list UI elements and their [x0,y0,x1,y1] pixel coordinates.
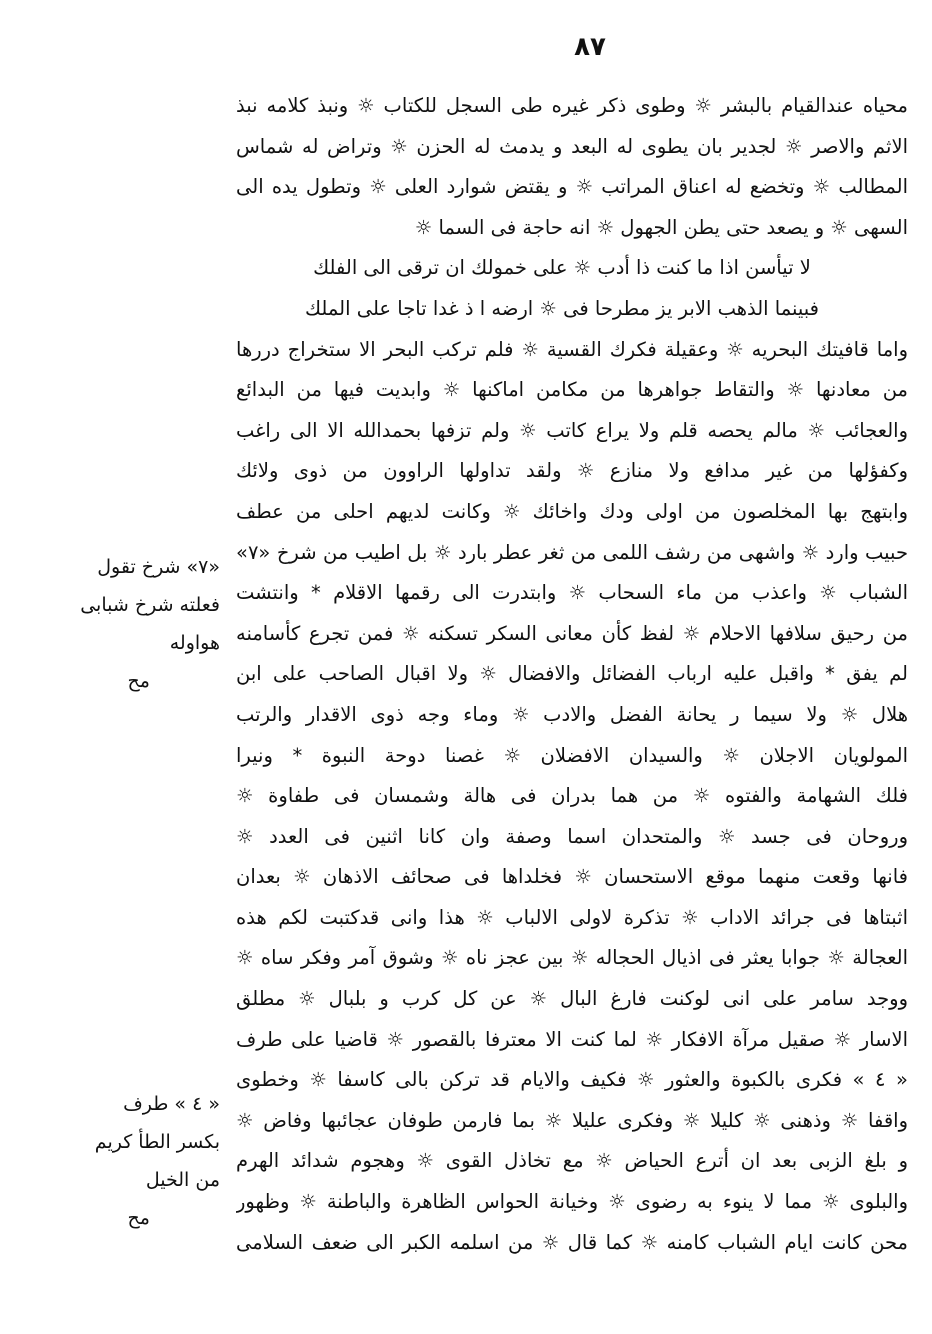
text-line: من معادنها ☼ والتقاط جواهرها من مكامن اماكنها ☼ وابديت فيها من البدائع [236,378,908,402]
margin-note-tarf [40,1085,220,1237]
text-line: الاثم والاصر ☼ لجدير بان يطوى له البعد و يدمث له الحزن ☼ وتراض له شماس [236,134,908,158]
margin-note-line: فعلته شرخ شبابى [80,594,220,616]
text-line: و بلغ الزبى بعد ان أترع الحياض ☼ مع تخاذل القوى ☼ وهجوم شدائد الهرم [236,1149,908,1173]
text-line: محن كانت ايام الشباب كامنه ☼ كما قال ☼ من اسلمه الكبر الى ضعف السلامى [236,1230,908,1254]
text-line: المطالب ☼ وتخضع له اعناق المراتب ☼ و يقتض شوارد العلى ☼ وتطول يده الى [236,175,908,199]
text-line: واقفا ☼ وذهنى ☼ كليلا ☼ وفكرى عليلا ☼ بما فارمن طوفان عجائبها وفاض ☼ [236,1108,908,1132]
text-line: وكفؤلها من غير مدافع ولا منازع ☼ ولقد تداولها الراوون من ذوى ولائك [236,459,908,483]
text-line: حبيب وارد ☼ واشهى من رشف اللمى من ثغر عطر بارد ☼ بل اطيب من شرخ «٧» [236,540,908,564]
margin-note-line: « ٤ » طرف [123,1093,220,1115]
margin-note-shark [40,548,220,700]
text-line: والعجائب ☼ مالم يحصه قلم ولا يراع كاتب ☼ ولم تزفها بحمدالله الا الى راغب [236,418,908,442]
text-line: الاسار ☼ صقيل مرآة الافكار ☼ لما كنت الا معترفا بالقصور ☼ قاضيا على طرف [236,1027,908,1051]
margin-note-line: «٧» شرخ تقول [97,556,220,578]
text-line: لم يفق * واقبل عليه ارباب الفضائل والافضال ☼ ولا اقبال الصاحب على ابن [236,662,908,686]
margin-note-line: بكسر الطأ كريم [94,1131,220,1153]
text-line: وروحان فى جسد ☼ والمتحدان اسما وصفة وان كانا اثنين فى العدد ☼ [236,824,908,848]
poem-verse: لا تيأسن اذا ما كنت ذا أدب ☼ على خمولك ان ترقى الى الفلك [313,256,811,280]
text-line: ووجد سامر على انى لوكنت فارغ البال ☼ عن كل كرب و بلبال ☼ مطلق [236,987,908,1011]
text-line: اثبتاها فى جرائد الاداب ☼ تذكرة لاولى الالباب ☼ هذا وانى قدكتبت لكم هذه [236,905,908,929]
text-line: وابتهج بها المخلصون من اولى ودك واخائك ☼ وكانت لديهم احلى من عطف [236,499,908,523]
text-line: محياه عندالقيام بالبشر ☼ وطوى ذكر غيره طى السجل للكتاب ☼ ونبذ كلامه نبذ [236,94,908,117]
main-text-block [236,86,908,1263]
margin-note-line: من الخيل [145,1169,220,1191]
margin-note-signature: مح [127,1207,150,1229]
text-line: فانها وقعت منهما موقع الاستحسان ☼ فخلداها فى صحائف الاذهان ☼ بعدان [236,865,908,889]
text-line: فلك الشهامة والفتوه ☼ من هما بدران فى هالة وشمسان فى طفاوة ☼ [236,784,908,808]
text-line: المولويان الاجلان ☼ والسيدان الافضلان ☼ غصنا دوحة النبوة * ونيرا [236,743,908,767]
poem-verse: فبينما الذهب الابر يز مطرحا فى ☼ ارضه ا ذ غدا تاجا على الملك [305,296,819,320]
text-line: العجالة ☼ جوابا يعثر فى اذيال الحجاله ☼ بين عجز ناه ☼ وشوق آمر وفكر ساه ☼ [236,946,908,970]
text-line: والبلوى ☼ مما لا ينوء به رضوى ☼ وخيانة الحواس الظاهرة والباطنة ☼ وظهور [236,1190,908,1214]
margin-note-line: هواوله [169,632,220,654]
text-line: واما قافيتك البحريه ☼ وعقيلة فكرك القسية ☼ فلم تركب البحر الا ستخراج دررها [236,337,908,361]
text-line: من رحيق سلافها الاحلام ☼ لفظ كأن معانى السكر تسكنه ☼ فمن تجرع كأسامنه [236,621,908,645]
text-line: الشباب ☼ واعذب من ماء السحاب ☼ وابتدرت الى رقمها الاقلام * وانتشت [236,581,908,605]
text-line: « ٤ » فكرى بالكبوة والعثور ☼ فكيف والايام قد تركن بالى كاسفا ☼ وخطوى [236,1068,908,1092]
margin-note-signature: مح [127,670,150,692]
page-number: ٨٧ [574,32,606,62]
text-line: السهى ☼ و يصعد حتى يطن الجهول ☼ انه حاجة فى السما ☼ [414,215,908,239]
text-line: هلال ☼ ولا سيما ر يحانة الفضل والادب ☼ وماء وجه ذوى الاقدار والرتب [236,702,908,726]
